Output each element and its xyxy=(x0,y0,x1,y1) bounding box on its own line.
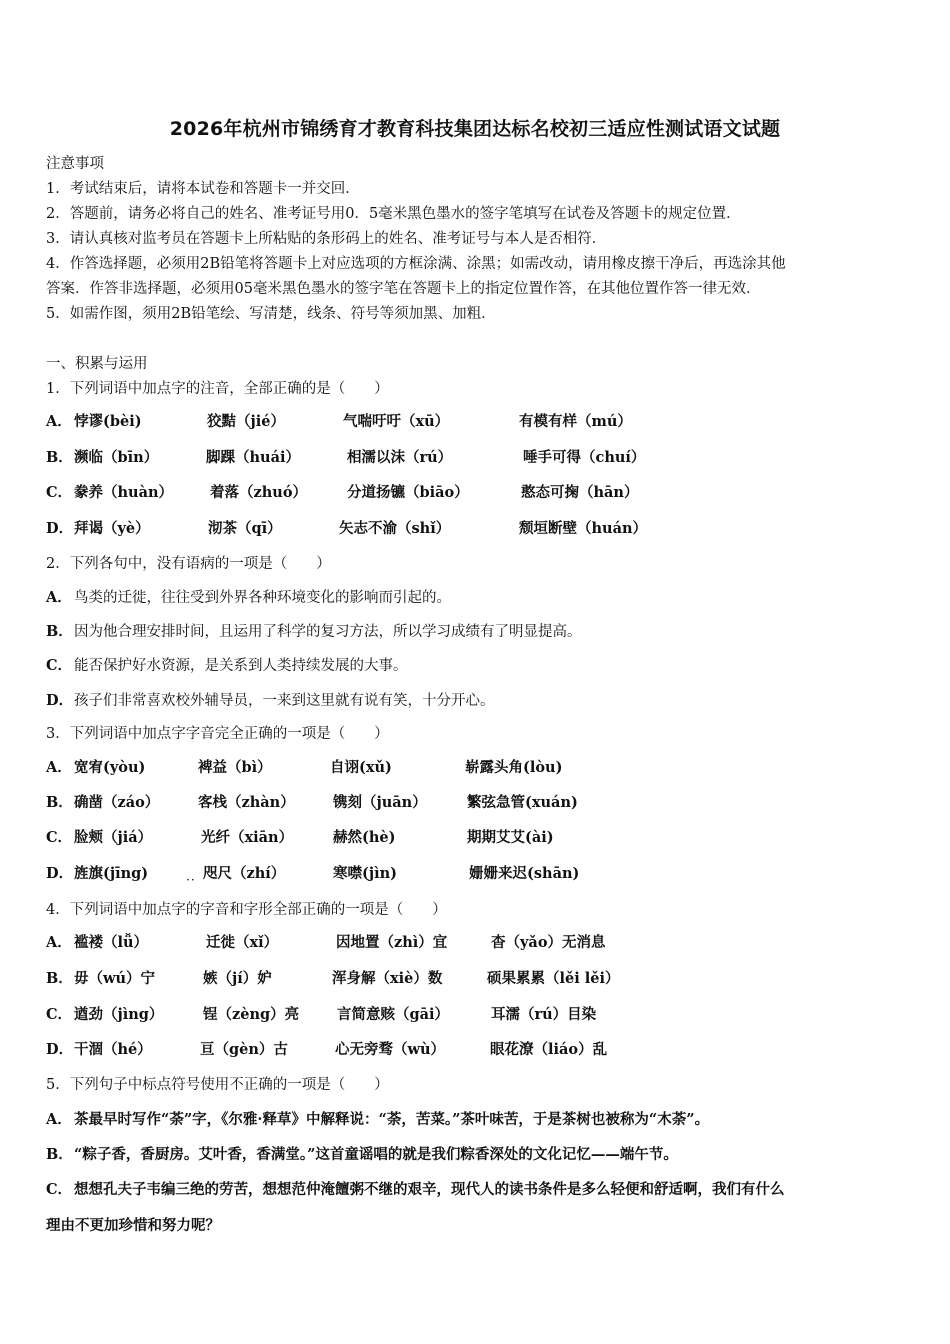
q4-option-label: B． xyxy=(46,970,73,987)
q1-word: 分道扬镳（biāo） xyxy=(347,484,469,501)
q4-word: 因地置（zhì）宜 xyxy=(336,934,448,951)
section-heading: 一、积累与运用 xyxy=(46,356,148,372)
q3-word: 繁弦急管(xuán) xyxy=(467,794,578,811)
question-5-stem: 5．下列句子中标点符号使用不正确的一项是（ ） xyxy=(46,1077,389,1093)
q3-word: 寒噤(jìn) xyxy=(333,865,398,882)
notice-item: 5．如需作图，须用2B铅笔绘、写清楚，线条、符号等须加黑、加粗． xyxy=(46,306,496,322)
q1-word: 濒临（bīn） xyxy=(74,449,159,466)
q3-option-label: B． xyxy=(46,794,73,811)
q3-word: 赫然(hè) xyxy=(333,829,396,846)
q1-word: 沏茶（qī） xyxy=(208,520,282,537)
q4-word: 心无旁骛（wù） xyxy=(335,1041,446,1058)
q1-option-label: A． xyxy=(46,413,72,430)
q5-option-text: “粽子香，香厨房。艾叶香，香满堂。”这首童谣唱的就是我们粽香深处的文化记忆——端午节。 xyxy=(74,1146,678,1163)
q4-word: 锃（zèng）亮 xyxy=(203,1006,300,1023)
question-4-stem: 4．下列词语中加点字的字音和字形全部正确的一项是（ ） xyxy=(46,902,447,918)
q3-word: 姗姗来迟(shān) xyxy=(469,865,580,882)
q4-word: 言简意赅（gāi） xyxy=(337,1006,450,1023)
question-1-stem: 1．下列词语中加点字的注音，全部正确的是（ ） xyxy=(46,381,389,397)
q2-option-text: 能否保护好水资源，是关系到人类持续发展的大事。 xyxy=(74,658,408,674)
notice-item: 1．考试结束后，请将本试卷和答题卡一并交回． xyxy=(46,181,360,197)
q5-option-text-continued: 理由不更加珍惜和努力呢？ xyxy=(46,1217,220,1234)
q1-word: 脚踝（huái） xyxy=(206,449,300,466)
notice-item: 3．请认真核对监考员在答题卡上所粘贴的条形码上的姓名、准考证号与本人是否相符． xyxy=(46,231,607,247)
question-3-stem: 3．下列词语中加点字字音完全正确的一项是（ ） xyxy=(46,726,389,742)
q2-option-label: A． xyxy=(46,589,72,606)
q2-option-text: 因为他合理安排时间，且运用了科学的复习方法，所以学习成绩有了明显提高。 xyxy=(74,624,582,640)
q4-word: 硕果累累（lěi lěi） xyxy=(487,970,620,987)
notice-heading: 注意事项 xyxy=(46,156,104,172)
q4-word: 眼花潦（liáo）乱 xyxy=(490,1041,608,1058)
q3-word: 确凿（záo） xyxy=(74,794,160,811)
q1-word: 矢志不渝（shǐ） xyxy=(339,520,451,537)
q1-word: 有模有样（mú） xyxy=(519,413,632,430)
emphasis-dots: ·· xyxy=(186,873,196,887)
q3-word: 自诩(xǔ) xyxy=(330,759,392,776)
q1-word: 唾手可得（chuí） xyxy=(523,449,646,466)
q1-word: 悖谬(bèi) xyxy=(74,413,142,430)
q4-option-label: A． xyxy=(46,934,72,951)
q2-option-label: D． xyxy=(46,692,74,709)
q4-option-label: C． xyxy=(46,1006,73,1023)
notice-item: 4．作答选择题，必须用2B铅笔将答题卡上对应选项的方框涂满、涂黑；如需改动，请用橡皮擦干净后，再选涂其他 xyxy=(46,256,786,272)
q3-option-label: A． xyxy=(46,759,72,776)
q1-word: 拜谒（yè） xyxy=(74,520,150,537)
q5-option-text: 茶最早时写作“荼”字，《尔雅·释草》中解释说：“荼，苦菜。”茶叶味苦，于是茶树也被称为“木荼”。 xyxy=(74,1111,710,1128)
q3-option-label: C． xyxy=(46,829,73,846)
q3-word: 崭露头角(lòu) xyxy=(465,759,563,776)
q1-word: 着落（zhuó） xyxy=(210,484,307,501)
question-2-stem: 2．下列各句中，没有语病的一项是（ ） xyxy=(46,556,331,572)
q1-word: 相濡以沫（rú） xyxy=(347,449,453,466)
q5-option-label: C． xyxy=(46,1181,73,1198)
q1-option-label: B． xyxy=(46,449,73,466)
q1-word: 狡黠（jié） xyxy=(207,413,285,430)
q2-option-text: 孩子们非常喜欢校外辅导员，一来到这里就有说有笑，十分开心。 xyxy=(74,693,495,709)
q3-word: 旌旗(jīng) xyxy=(74,865,149,882)
q4-word: 浑身解（xiè）数 xyxy=(332,970,443,987)
q5-option-label: B． xyxy=(46,1146,73,1163)
q3-word: 裨益（bì） xyxy=(198,759,272,776)
q1-option-label: D． xyxy=(46,520,74,537)
q3-word: 宽宥(yòu) xyxy=(74,759,146,776)
q4-word: 迁徙（xǐ） xyxy=(206,934,279,951)
q5-option-label: A． xyxy=(46,1111,72,1128)
q4-option-label: D． xyxy=(46,1041,74,1058)
q3-word: 客栈（zhàn） xyxy=(198,794,295,811)
q1-word: 憨态可掬（hān） xyxy=(521,484,639,501)
q1-option-label: C． xyxy=(46,484,73,501)
q3-word: 镌刻（juān） xyxy=(333,794,427,811)
q4-word: 干涸（hé） xyxy=(74,1041,152,1058)
q4-word: 毋（wú）宁 xyxy=(74,970,156,987)
q4-word: 耳濡（rú）目染 xyxy=(491,1006,597,1023)
q4-word: 亘（gèn）古 xyxy=(200,1041,288,1058)
q2-option-label: C． xyxy=(46,657,73,674)
q3-word: 期期艾艾(ài) xyxy=(467,829,554,846)
q4-word: 遒劲（jìng） xyxy=(74,1006,164,1023)
q1-word: 豢养（huàn） xyxy=(74,484,174,501)
notice-item: 2．答题前，请务必将自己的姓名、准考证号用0．5毫米黑色墨水的签字笔填写在试卷及答题卡的规定位置． xyxy=(46,206,741,222)
q4-word: 杳（yǎo）无消息 xyxy=(491,934,606,951)
q1-word: 气喘吁吁（xū） xyxy=(343,413,450,430)
q3-word: 脸颊（jiá） xyxy=(74,829,153,846)
exam-title: 2026年杭州市锦绣育才教育科技集团达标名校初三适应性测试语文试题 xyxy=(169,118,781,140)
notice-item: 答案．作答非选择题，必须用05毫米黑色墨水的签字笔在答题卡上的指定位置作答，在其他位置作答一律无效． xyxy=(46,281,761,297)
q3-word: 咫尺（zhí） xyxy=(203,865,286,882)
q3-word: 光纤（xiān） xyxy=(201,829,294,846)
q5-option-text: 想想孔夫子韦编三绝的劳苦，想想范仲淹饘粥不继的艰辛，现代人的读书条件是多么轻便和舒适啊，我们有什么 xyxy=(74,1181,785,1198)
q2-option-label: B． xyxy=(46,623,73,640)
q3-option-label: D． xyxy=(46,865,74,882)
q2-option-text: 鸟类的迁徙，往往受到外界各种环境变化的影响而引起的。 xyxy=(74,590,451,606)
q4-word: 褴褛（lǚ） xyxy=(74,934,149,951)
q4-word: 嫉（jí）妒 xyxy=(203,970,272,987)
q1-word: 颓垣断壁（huán） xyxy=(519,520,648,537)
